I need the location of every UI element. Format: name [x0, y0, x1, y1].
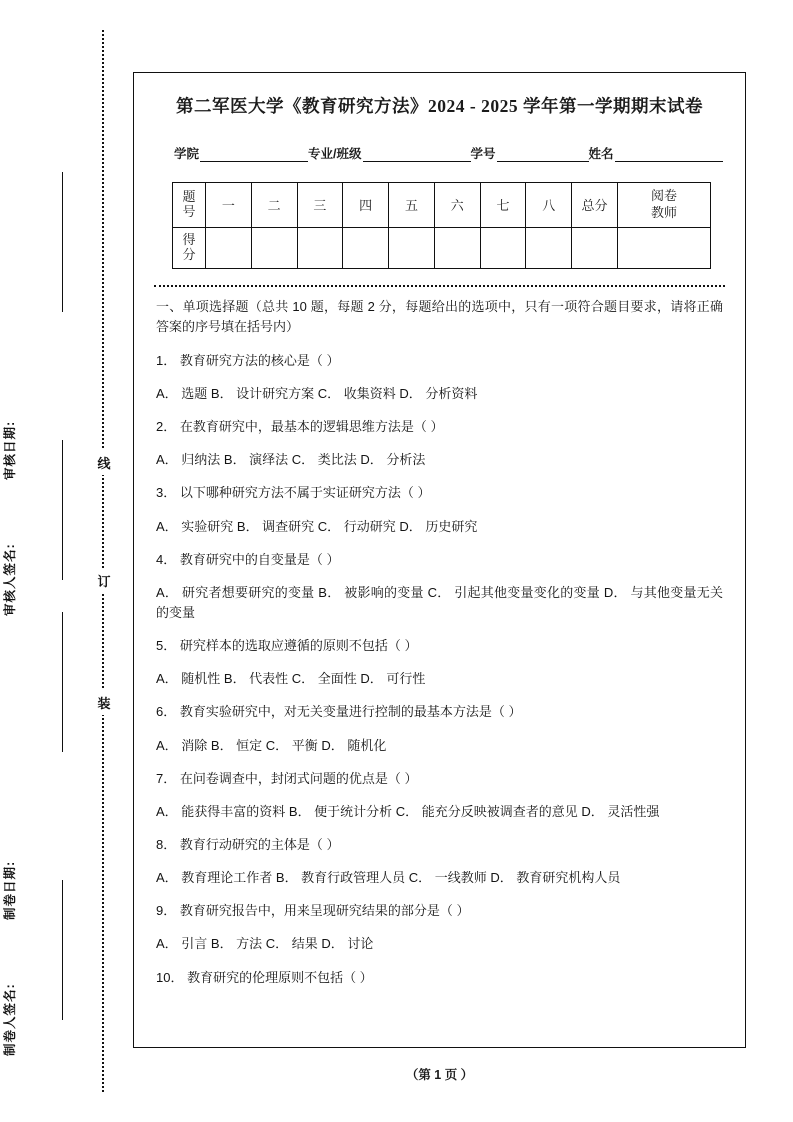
field-major-class-label: 专业/班级	[308, 146, 362, 161]
field-name-input[interactable]	[615, 147, 723, 162]
question-7-options: A． 能获得丰富的资料 B． 便于统计分析 C． 能充分反映被调查者的意见 D． 灵活性强	[156, 803, 660, 819]
score-cell-8[interactable]	[526, 227, 572, 268]
question-5-stem: 5． 研究样本的选取应遵循的原则不包括（ ）	[156, 638, 418, 654]
col-header-7: 七	[480, 182, 526, 227]
question-5-options: A． 随机性 B． 代表性 C． 全面性 D． 可行性	[156, 671, 426, 687]
margin-rule-1	[62, 172, 63, 312]
question-6-stem: 6． 教育实验研究中，对无关变量进行控制的最基本方法是（ ）	[156, 704, 522, 720]
question-4-options: A． 研究者想要研究的变量 B． 被影响的变量 C． 引起其他变量变化的变量 D． 与其他变量无关的变量	[156, 584, 723, 621]
question-9-options: A． 引言 B． 方法 C． 结果 D． 讨论	[156, 936, 374, 952]
col-header-6: 六	[434, 182, 480, 227]
field-major-class	[308, 144, 470, 162]
question-9-stem: 9． 教育研究报告中，用来呈现研究结果的部分是（ ）	[156, 903, 470, 919]
field-name-label: 姓名	[588, 146, 614, 161]
binding-dotted-line	[102, 30, 104, 1092]
field-major-class-input[interactable]	[363, 147, 471, 162]
score-cell-6[interactable]	[434, 227, 480, 268]
field-college-label: 学院	[174, 146, 200, 161]
margin-label-production-date-text: 制卷日期:	[3, 860, 17, 920]
binding-char-line: 线	[95, 450, 113, 475]
question-8-stem: 8． 教育行动研究的主体是（ ）	[156, 837, 340, 853]
margin-label-review-date-text: 审核日期:	[3, 420, 17, 480]
binding-char-assemble: 装	[95, 690, 113, 715]
field-college-input[interactable]	[200, 147, 308, 162]
margin-rule-3	[62, 612, 63, 752]
margin-label-producer-signature	[0, 636, 18, 1056]
score-cell-total[interactable]	[572, 227, 618, 268]
question-3-options: A． 实验研究 B． 调查研究 C． 行动研究 D． 历史研究	[156, 518, 478, 534]
question-10-stem: 10． 教育研究的伦理原则不包括（ ）	[156, 969, 373, 985]
question-7-stem: 7． 在问卷调查中，封闭式问题的优点是（ ）	[156, 770, 418, 786]
col-header-8: 八	[526, 182, 572, 227]
student-info-row	[174, 144, 717, 162]
row-label-question-number: 题 号	[173, 182, 206, 227]
col-header-2: 二	[251, 182, 297, 227]
col-header-4: 四	[343, 182, 389, 227]
field-student-id	[471, 144, 589, 162]
score-cell-5[interactable]	[389, 227, 435, 268]
section-divider	[154, 285, 725, 287]
question-6-options: A． 消除 B． 恒定 C． 平衡 D． 随机化	[156, 737, 387, 753]
score-cell-7[interactable]	[480, 227, 526, 268]
field-college	[174, 144, 308, 162]
section-heading-multiple-choice: 一、单项选择题（总共 10 题，每题 2 分，每题给出的选项中，只有一项符合题目要求，请将正确答案的序号填在括号内）	[156, 298, 723, 334]
question-2-options: A． 归纳法 B． 演绎法 C． 类比法 D． 分析法	[156, 452, 426, 468]
field-student-id-label: 学号	[470, 146, 496, 161]
score-cell-2[interactable]	[251, 227, 297, 268]
field-name	[589, 144, 723, 162]
question-2-stem: 2． 在教育研究中，最基本的逻辑思维方法是（ ）	[156, 419, 444, 435]
score-cell-3[interactable]	[297, 227, 343, 268]
score-cell-grader[interactable]	[618, 227, 711, 268]
question-1-options: A． 选题 B． 设计研究方案 C． 收集资料 D． 分析资料	[156, 386, 478, 402]
score-cell-4[interactable]	[343, 227, 389, 268]
question-4-stem: 4． 教育研究中的自变量是（ ）	[156, 551, 340, 567]
field-student-id-input[interactable]	[497, 147, 589, 162]
table-row-question-numbers	[173, 182, 711, 227]
score-cell-1[interactable]	[206, 227, 252, 268]
margin-rule-4	[62, 880, 63, 1020]
score-table	[172, 182, 711, 269]
col-header-grader: 阅卷 教师	[618, 182, 711, 227]
left-margin-annotations	[0, 0, 130, 1122]
question-1-stem: 1． 教育研究方法的核心是（ ）	[156, 352, 340, 368]
margin-label-producer-signature-text: 制卷人签名:	[3, 983, 17, 1056]
row-label-score: 得 分	[173, 227, 206, 268]
page-footer: （第 1 页 ）	[405, 1068, 474, 1082]
question-body	[156, 297, 723, 988]
margin-label-reviewer-signature-text: 审核人签名:	[3, 543, 17, 616]
page-title: 第二军医大学《教育研究方法》2024 - 2025 学年第一学期期末试卷	[176, 96, 703, 116]
question-8-options: A． 教育理论工作者 B． 教育行政管理人员 C． 一线教师 D． 教育研究机构人员	[156, 870, 621, 886]
margin-rule-2	[62, 440, 63, 580]
question-3-stem: 3． 以下哪种研究方法不属于实证研究方法（ ）	[156, 485, 431, 501]
col-header-3: 三	[297, 182, 343, 227]
table-row-scores	[173, 227, 711, 268]
exam-paper-sheet	[133, 72, 746, 1048]
col-header-5: 五	[389, 182, 435, 227]
binding-char-bind: 订	[95, 568, 113, 593]
col-header-total: 总分	[572, 182, 618, 227]
col-header-1: 一	[206, 182, 252, 227]
